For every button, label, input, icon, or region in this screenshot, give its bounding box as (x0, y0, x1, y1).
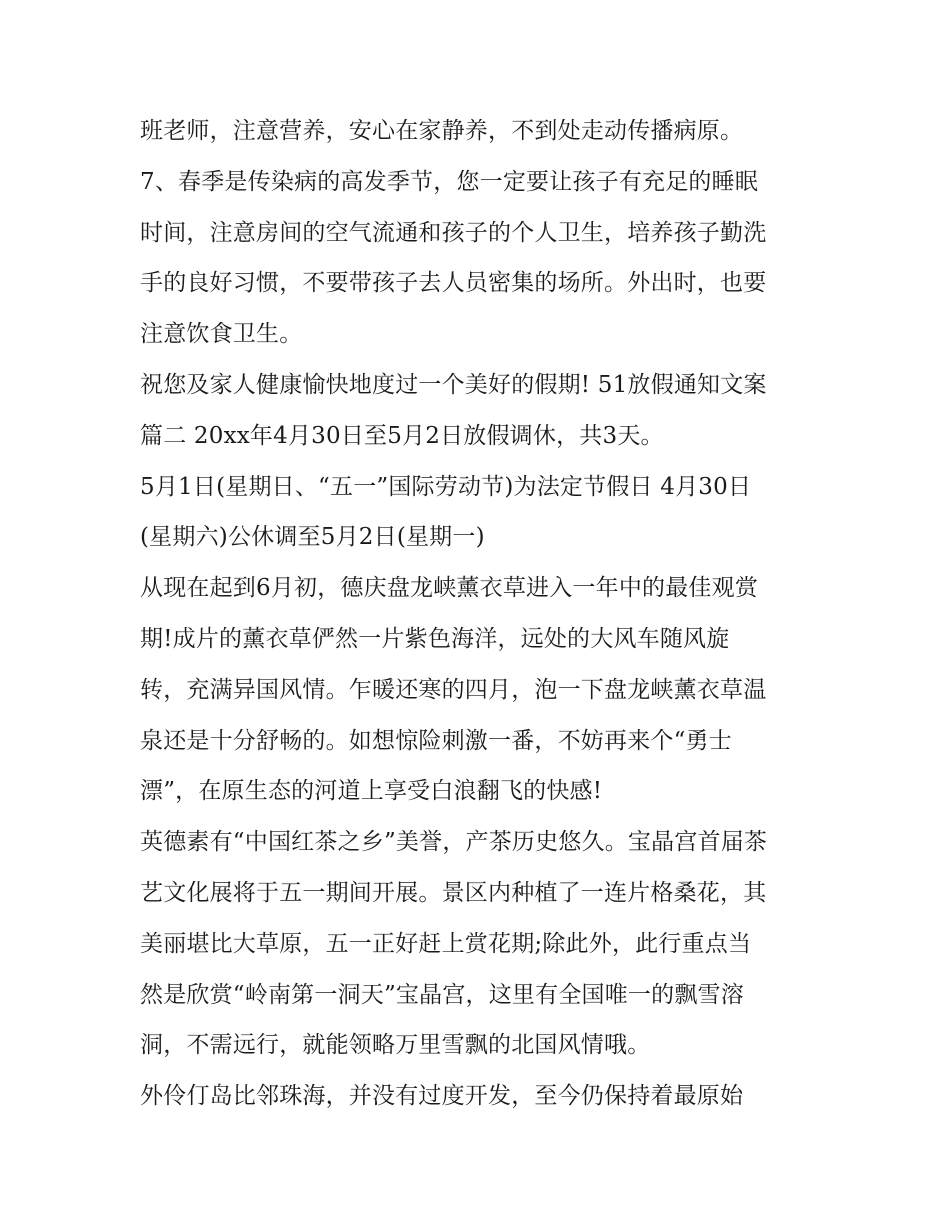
text-line: 美丽堪比大草原，五一正好赶上赏花期;除此外，此行重点当 (140, 930, 752, 957)
text-line: 从现在起到6月初，德庆盘龙峡薰衣草进入一年中的最佳观赏 (140, 575, 759, 602)
text-line: 英德素有“中国红茶之乡”美誉，产茶历史悠久。宝晶宫首届茶 (140, 829, 768, 856)
text-line: 篇二 20xx年4月30日至5月2日放假调休，共3天。 (140, 422, 664, 449)
text-line: 艺文化展将于五一期间开展。景区内种植了一连片格桑花，其 (140, 879, 767, 906)
text-line: 期!成片的薰衣草俨然一片紫色海洋，远处的大风车随风旋 (140, 625, 730, 652)
text-line: 注意饮食卫生。 (140, 321, 303, 348)
text-line: 漂”，在原生态的河道上享受白浪翻飞的快感! (140, 778, 603, 805)
text-line: (星期六)公休调至5月2日(星期一) (140, 524, 485, 551)
text-line: 7、春季是传染病的高发季节，您一定要让孩子有充足的睡眠 (140, 168, 759, 195)
text-line: 班老师，注意营养，安心在家静养，不到处走动传播病原。 (140, 118, 744, 144)
text-line: 时间，注意房间的空气流通和孩子的个人卫生，培养孩子勤洗 (140, 219, 767, 246)
document-body (140, 106, 820, 1122)
text-line: 祝您及家人健康愉快地度过一个美好的假期! 51放假通知文案 (140, 371, 767, 398)
text-line: 洞，不需远行，就能领略万里雪飘的北国风情哦。 (140, 1032, 651, 1059)
text-line: 泉还是十分舒畅的。如想惊险刺激一番，不妨再来个“勇士 (140, 727, 732, 754)
text-line: 手的良好习惯，不要带孩子去人员密集的场所。外出时，也要 (140, 270, 767, 297)
text-line: 转，充满异国风情。乍暖还寒的四月，泡一下盘龙峡薰衣草温 (140, 676, 767, 703)
text-line: 5月1日(星期日、“五一”国际劳动节)为法定节假日 4月30日 (140, 473, 752, 500)
text-line: 外伶仃岛比邻珠海，并没有过度开发，至今仍保持着最原始 (140, 1083, 744, 1110)
text-line: 然是欣赏“岭南第一洞天”宝晶宫，这里有全国唯一的飘雪溶 (140, 981, 744, 1008)
